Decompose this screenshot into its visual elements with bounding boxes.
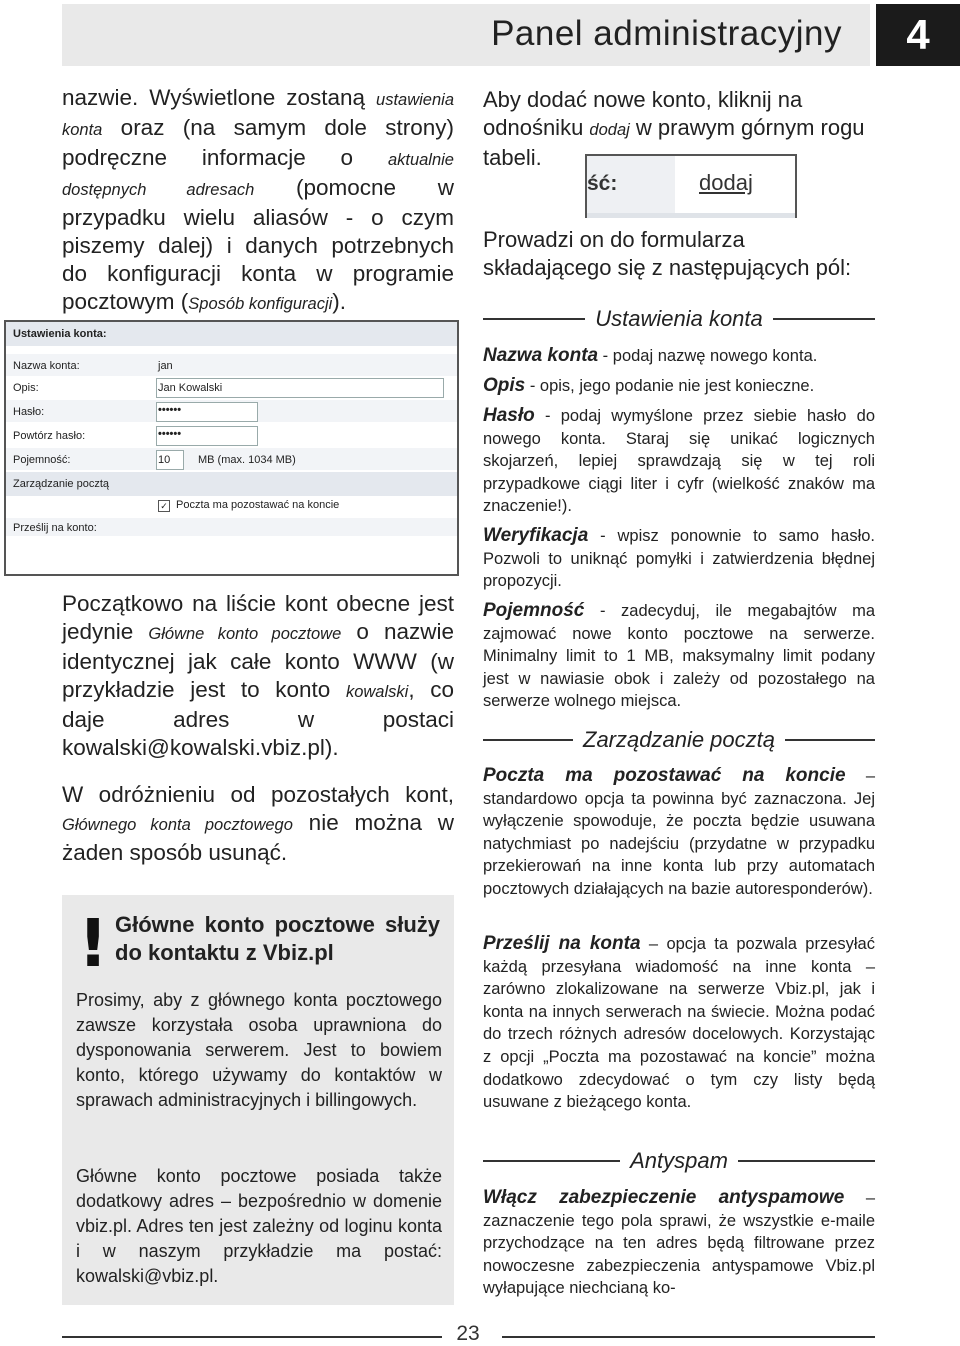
screenshot-label-quota: Pojemność: <box>13 454 71 466</box>
page-title: Panel administracyjny <box>491 14 842 53</box>
field-antispam: Włącz zabezpieczenie antyspamowe – zaznaczenie tego pola sprawi, że wszystkie e-maile przychodzące na ten adres będą filtrowane przez nowoczesne zabezpieczenia antyspamowe Vbiz.pl wyłapujące niechcianą ko- <box>483 1187 875 1298</box>
screenshot-label-verify: Powtórz hasło: <box>13 430 86 442</box>
screenshot-checkbox-label: Poczta ma pozostawać na koncie <box>176 499 340 511</box>
exclamation-icon: ! <box>78 905 109 982</box>
dodaj-screenshot-label: ść: <box>587 172 618 195</box>
screenshot-quota-unit: MB (max. 1034 MB) <box>198 454 296 466</box>
screenshot-label-name: Nazwa konta: <box>13 360 80 372</box>
screenshot-value-password: •••••• <box>158 404 182 416</box>
screenshot-value-desc: Jan Kowalski <box>158 382 223 394</box>
left-intro-paragraph: nazwie. Wyświetlone zostaną ustawienia konta oraz (na samym dole strony) podręczne informacje o aktualnie dostępnych adresach (pomocne w przypadku wielu aliasów - o czym piszemy dalej) i danych potrzebnych do konfiguracji konta w programie pocztowym (Sposób konfiguracji). <box>62 85 455 314</box>
field-forward: Prześlij na konta – opcja ta pozwala przesyłać każdą przesyłana wiadomość na inne konta – zarówno zlokalizowane na serwerze Vbiz.pl, jak i konta na innych serwerach na świecie. Można podać do trzech różnych adresów docelowych. Korzystając z opcji „Poczta ma pozostawać na koncie” można dodatkowo zdecydować o tym czy listy będą usuwane z bieżącego konta. <box>483 933 875 1112</box>
account-settings-screenshot <box>4 320 459 576</box>
right-intro-paragraph: Aby dodać nowe konto, kliknij na odnośniku dodaj w prawym górnym rogu tabeli. <box>483 87 865 170</box>
footer-rule-left <box>62 1336 442 1338</box>
page-number: 23 <box>456 1322 480 1345</box>
screenshot-value-quota: 10 <box>158 454 171 466</box>
field-account-name: Nazwa konta - podaj nazwę nowego konta. <box>483 345 818 366</box>
field-verification: Weryfikacja - wpisz ponownie to samo hasło. Pozwoli to uniknąć pomyłki i zatwierdzenia błędnej propozycji. <box>483 525 876 591</box>
dodaj-link: dodaj <box>699 170 753 195</box>
note-title: Główne konto pocztowe służy do kontaktu z Vbiz.pl <box>115 912 440 965</box>
left-paragraph-main-account: Początkowo na liście kont obecne jest jedynie Główne konto pocztowe o nazwie identycznej jak całe konto WWW (w przykładzie jest to konto kowalski, co daje adres w postaci kowalski@kowalski.vbiz.pl). <box>62 591 454 760</box>
screenshot-label-password: Hasło: <box>13 406 45 418</box>
screenshot-checkbox: ✓ <box>158 500 170 512</box>
dodaj-link-screenshot <box>585 154 797 218</box>
footer-rule-right <box>502 1336 875 1338</box>
left-paragraph-no-delete: W odróżnieniu od pozostałych kont, Głównego konta pocztowego nie można w żaden sposób usunąć. <box>62 782 455 865</box>
field-description: Opis - opis, jego podanie nie jest konieczne. <box>483 375 815 396</box>
section-header-antispam: Antyspam <box>483 1146 875 1176</box>
field-keep-mail: Poczta ma pozostawać na koncie – standardowo opcja ta powinna być zaznaczona. Jej wyłączenie spowoduje, że poczta będzie usuwana natychmiast po nadejściu (przydatne w przypadku przekierowań na inne konta lub przy automatach pocztowych działających na bazie autoresponderów). <box>483 765 875 898</box>
section-header-account-settings: Ustawienia konta <box>483 304 875 334</box>
section-header-mail-management: Zarządzanie pocztą <box>483 725 875 755</box>
field-capacity: Pojemność - zadecyduj, ile megabajtów ma zajmować nowe konto pocztowe na serwerze. Minimalny limit to 1 MB, maksymalny limit podany jest w nawiasie obok i zależy od pozostałego na serwerze wolnego miejsca. <box>483 600 875 711</box>
field-password: Hasło - podaj wymyślone przez siebie hasło do nowego konta. Staraj się unikać logicznych skojarzeń, lepiej sprawdzają się w tej roli przypadkowe ciągi liter i cyfr (wielkość znaków ma znaczenie!). <box>483 405 876 516</box>
screenshot-value-name: jan <box>158 360 173 372</box>
right-form-intro: Prowadzi on do formularza składającego się z następujących pól: <box>483 227 852 280</box>
screenshot-value-verify: •••••• <box>158 428 182 440</box>
note-paragraph-2: Główne konto pocztowe posiada także dodatkowy adres – bezpośrednio w domenie vbiz.pl. Adres ten jest zależny od loginu konta i w naszym przykładzie ma postać: kowalski@vbiz.pl. <box>76 1166 442 1286</box>
screenshot-section-title: Ustawienia konta: <box>13 328 107 340</box>
screenshot-forward-label: Prześlij na konto: <box>13 522 97 534</box>
chapter-number: 4 <box>876 4 960 66</box>
screenshot-mail-section: Zarządzanie pocztą <box>13 478 109 490</box>
note-box <box>62 895 454 1305</box>
screenshot-label-desc: Opis: <box>13 382 39 394</box>
note-paragraph-1: Prosimy, aby z głównego konta pocztowego zawsze korzystała osoba uprawniona do dysponowania serwerem. Jest to bowiem konto, którego używamy do kontaktów w sprawach administracyjnych i billingowych. <box>76 990 442 1110</box>
